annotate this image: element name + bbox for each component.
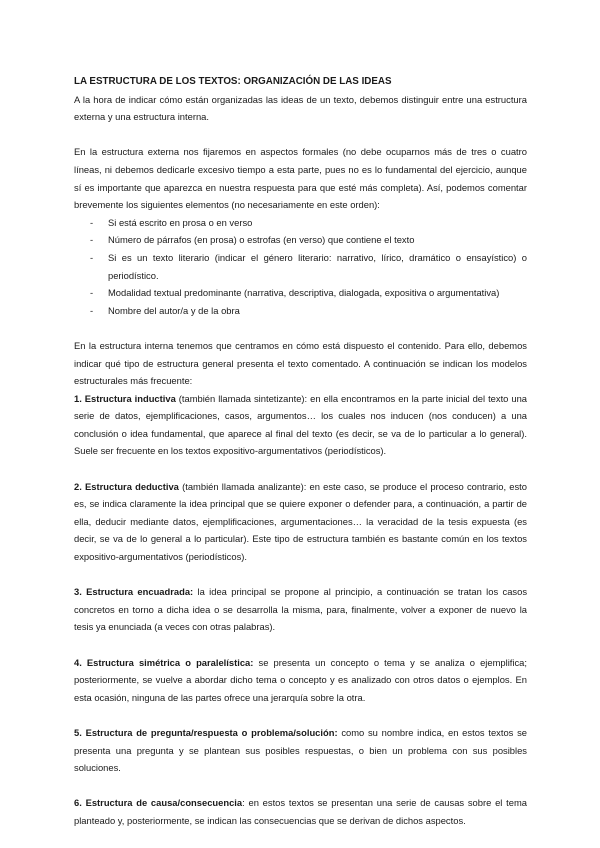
structure-text: como su nombre indica, en estos textos se presenta una pregunta y se plantean sus posibles respuestas, o bien un problema con sus posibles soluciones. (74, 726, 527, 774)
bullet-dash: - (90, 251, 94, 263)
list-item: - Modalidad textual predominante (narrativa, descriptiva, dialogada, expositiva o argumentativa) (74, 284, 527, 302)
document-body (74, 73, 527, 830)
structure-label: 6. Estructura de causa/consecuencia (74, 797, 243, 809)
structure-label: 1. Estructura inductiva (74, 392, 176, 404)
structure-label: 2. Estructura deductiva (74, 480, 179, 492)
structure-text: (también llamada analizante): en este caso, se produce el proceso contrario, esto es, se indica claramente la idea principal que se quiere exponer o defender para, a continuación, a partir de ella, deducir mediante datos, ejemplificaciones, argumentaciones… la veracidad de la tesis expuesta (es decir, se va de lo general a lo particular). Este tipo de estructura también es bastante común en los textos expositivo-argumentativos (periodísticos). (74, 480, 527, 563)
structure-label: 3. Estructura encuadrada: (74, 586, 194, 598)
document-title: LA ESTRUCTURA DE LOS TEXTOS: ORGANIZACIÓN DE LAS IDEAS (74, 76, 392, 87)
structure-text: (también llamada sintetizante): en ella encontramos en la parte inicial del texto una serie de datos, ejemplificaciones, casos, argumentos… los cuales nos inducen (nos conducen) a una conclusión o idea fundamental, que aparece al final del texto (es decir, se va de lo particular a lo general). Suele ser frecuente en los textos expositivo-argumentativos (periodísticos). (74, 392, 527, 457)
list-item: - Nombre del autor/a y de la obra (74, 302, 527, 320)
external-structure-paragraph: En la estructura externa nos fijaremos en aspectos formales (no debe ocuparnos más de tres o cuatro líneas, ni debemos dedicarle excesivo tiempo a esta parte, pues no es lo fundamental del ejercicio, aunque sí es importante que aparezca en nuestra respuesta para que esté más completa). Así, podemos comentar brevemente los siguientes elementos (no necesariamente en este orden): (74, 146, 527, 211)
structure-simetrica (74, 654, 527, 707)
external-structure-list (74, 214, 527, 320)
structure-inductiva (74, 390, 527, 460)
bullet-dash: - (90, 234, 94, 246)
bullet-dash: - (90, 287, 94, 299)
intro-paragraph: A la hora de indicar cómo están organizadas las ideas de un texto, debemos distinguir entre una estructura externa y una estructura interna. (74, 93, 527, 123)
list-item: - Si está escrito en prosa o en verso (74, 214, 527, 232)
structure-causa-consecuencia (74, 794, 527, 829)
bullet-dash: - (90, 216, 94, 228)
structure-pregunta-respuesta (74, 724, 527, 777)
structure-label: 5. Estructura de pregunta/respuesta o problema/solución: (74, 726, 338, 738)
structure-text: la idea principal se propone al principio, a continuación se tratan los casos concretos en torno a dicha idea o se desarrolla la misma, para, finalmente, volver a exponer de nuevo la tesis ya enunciada (a veces con otras palabras). (74, 586, 528, 633)
bullet-dash: - (90, 304, 94, 316)
structure-label: 4. Estructura simétrica o paralelística: (74, 656, 254, 668)
structure-encuadrada (74, 583, 527, 636)
structure-text: : en estos textos se presentan una serie de causas sobre el tema planteado y, posteriormente, se indican las consecuencias que se derivan de dichos aspectos. (74, 797, 527, 826)
list-item: - Si es un texto literario (indicar el género literario: narrativo, lírico, dramático o ensayístico) o periodístico. (74, 249, 527, 284)
internal-structure-paragraph: En la estructura interna tenemos que centramos en cómo está dispuesto el contenido. Para ello, debemos indicar qué tipo de estructura general presenta el texto comentado. A continuación se indican los modelos estructurales más frecuente: (74, 339, 527, 387)
list-item: - Número de párrafos (en prosa) o estrofas (en verso) que contiene el texto (74, 231, 527, 249)
structure-deductiva (74, 478, 527, 566)
structure-text: se presenta un concepto o tema y se analiza o ejemplifica; posteriormente, se vuelve a abordar dicho tema o concepto y es analizado con otros datos o ejemplos. En esta ocasión, ninguna de las partes ofrece una jerarquía sobre la otra. (74, 656, 527, 703)
